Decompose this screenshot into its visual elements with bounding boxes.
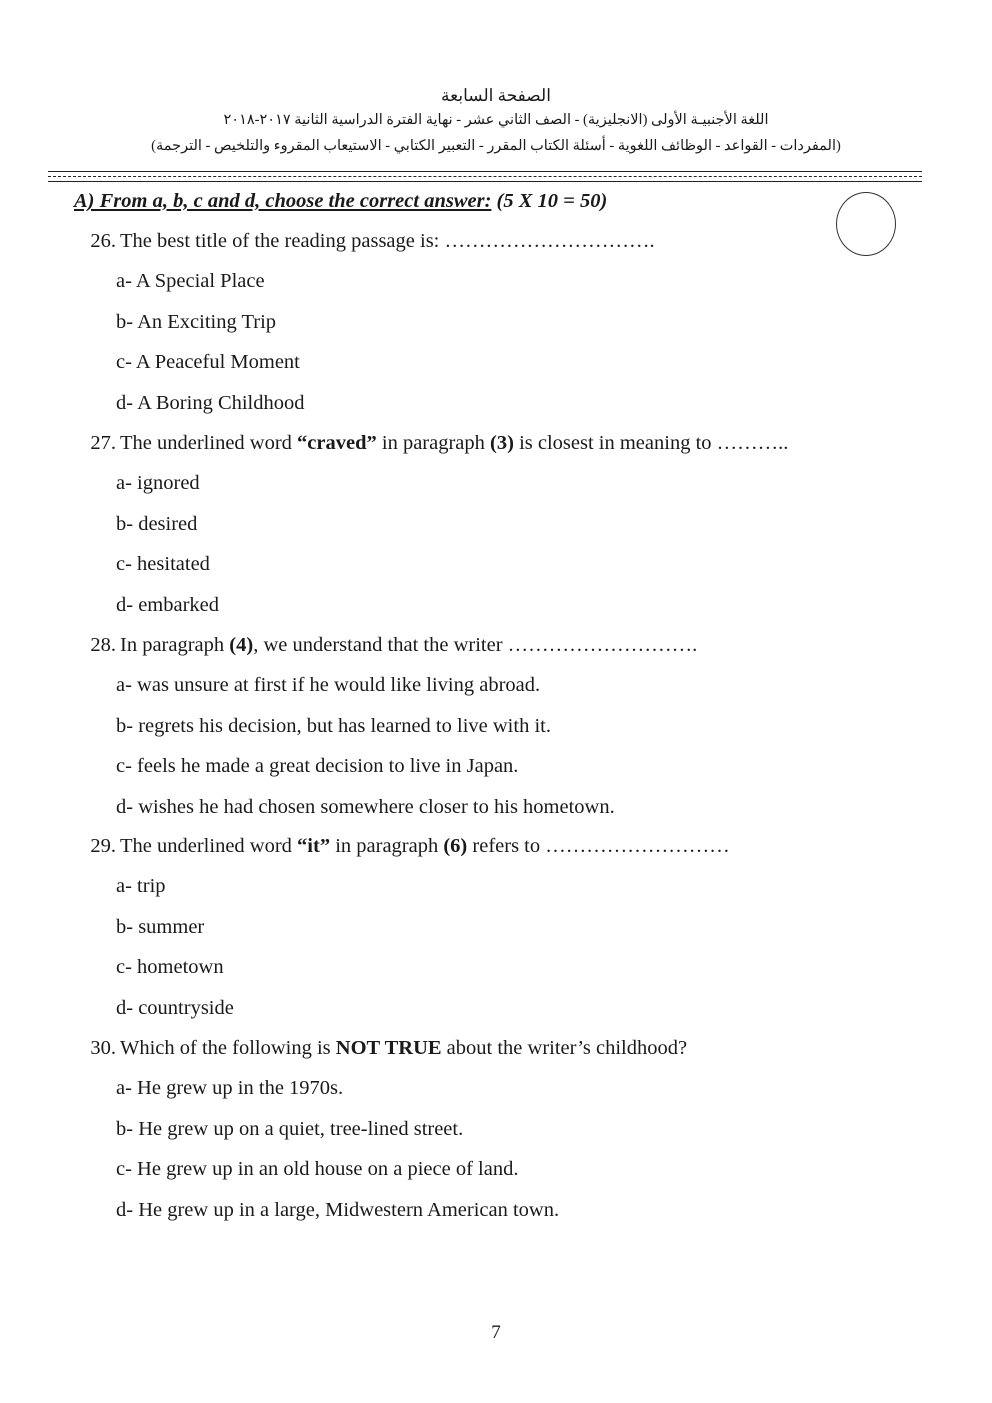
answer-option-d[interactable]: d- A Boring Childhood <box>116 391 305 414</box>
section-instruction: A) From a, b, c and d, choose the correct answer: <box>74 190 492 212</box>
answer-option-a[interactable]: a- was unsure at first if he would like living abroad. <box>116 674 541 697</box>
answer-option-b[interactable]: b- An Exciting Trip <box>116 310 277 333</box>
stem-text: is closest in meaning to ……….. <box>513 432 789 454</box>
subject-line: اللغة الأجنبيـة الأولى (الانجليزية) - الصف الثاني عشر - نهاية الفترة الدراسية الثانية ٢٠١٧-٢٠١٨ <box>223 112 769 128</box>
page-number: 7 <box>491 1322 501 1343</box>
stem-emphasis: (4) <box>229 634 254 656</box>
question-stem <box>120 634 697 656</box>
answer-option-d[interactable]: d- He grew up in a large, Midwestern American town. <box>116 1198 560 1221</box>
answer-option-b[interactable]: b- desired <box>116 512 198 535</box>
section-title <box>74 190 607 213</box>
answer-option-a[interactable]: a- ignored <box>116 472 200 495</box>
question-number: 26. <box>90 230 116 252</box>
stem-text: in paragraph <box>376 432 491 454</box>
question-29 <box>74 835 730 858</box>
question-number: 29. <box>90 835 116 857</box>
stem-emphasis: (6) <box>443 835 468 857</box>
question-number: 30. <box>90 1037 116 1059</box>
stem-emphasis: “craved” <box>297 432 377 454</box>
answer-option-b[interactable]: b- He grew up on a quiet, tree-lined street. <box>116 1117 464 1140</box>
score-circle <box>836 192 896 256</box>
answer-option-a[interactable]: a- He grew up in the 1970s. <box>116 1077 344 1100</box>
stem-text: about the writer’s childhood? <box>441 1037 688 1059</box>
answer-option-c[interactable]: c- hometown <box>116 956 224 979</box>
question-stem <box>120 230 655 252</box>
answer-option-c[interactable]: c- hesitated <box>116 553 210 576</box>
stem-text: Which of the following is <box>120 1037 336 1059</box>
question-26 <box>74 230 655 253</box>
header-divider-middle <box>48 176 922 177</box>
stem-text: refers to ……………………… <box>467 835 730 857</box>
header-divider-top <box>48 171 922 172</box>
stem-text: The underlined word <box>120 835 298 857</box>
answer-option-d[interactable]: d- wishes he had chosen somewhere closer to his hometown. <box>116 795 615 818</box>
question-stem <box>120 1037 687 1059</box>
answer-option-c[interactable]: c- feels he made a great decision to live in Japan. <box>116 755 519 778</box>
question-number: 28. <box>90 634 116 656</box>
stem-text: , we understand that the writer ………………………. <box>253 634 698 656</box>
section-marks: (5 X 10 = 50) <box>496 190 608 212</box>
stem-emphasis: NOT TRUE <box>335 1037 442 1059</box>
topics-line: (المفردات - القواعد - الوظائف اللغوية - أسئلة الكتاب المقرر - التعبير الكتابي - الاستيعاب المقروء والتلخيص - الترجمة) <box>151 138 841 154</box>
page-label: الصفحة السابعة <box>441 86 551 105</box>
question-28 <box>74 634 697 657</box>
stem-emphasis: “it” <box>297 835 331 857</box>
answer-option-c[interactable]: c- A Peaceful Moment <box>116 351 300 374</box>
question-30 <box>74 1037 687 1060</box>
stem-emphasis: (3) <box>490 432 514 454</box>
question-stem <box>120 432 788 454</box>
stem-text: in paragraph <box>330 835 444 857</box>
stem-text: The best title of the reading passage is: …………………………. <box>120 230 655 252</box>
question-stem <box>120 835 730 857</box>
question-27 <box>74 432 788 455</box>
stem-text: In paragraph <box>120 634 230 656</box>
header-divider-bottom <box>48 181 922 182</box>
answer-option-c[interactable]: c- He grew up in an old house on a piece of land. <box>116 1158 519 1181</box>
answer-option-d[interactable]: d- embarked <box>116 593 220 616</box>
question-number: 27. <box>90 432 116 454</box>
answer-option-b[interactable]: b- summer <box>116 915 205 938</box>
answer-option-a[interactable]: a- A Special Place <box>116 270 265 293</box>
answer-option-a[interactable]: a- trip <box>116 875 166 898</box>
stem-text: The underlined word <box>120 432 298 454</box>
answer-option-d[interactable]: d- countryside <box>116 996 234 1019</box>
answer-option-b[interactable]: b- regrets his decision, but has learned to live with it. <box>116 714 551 737</box>
